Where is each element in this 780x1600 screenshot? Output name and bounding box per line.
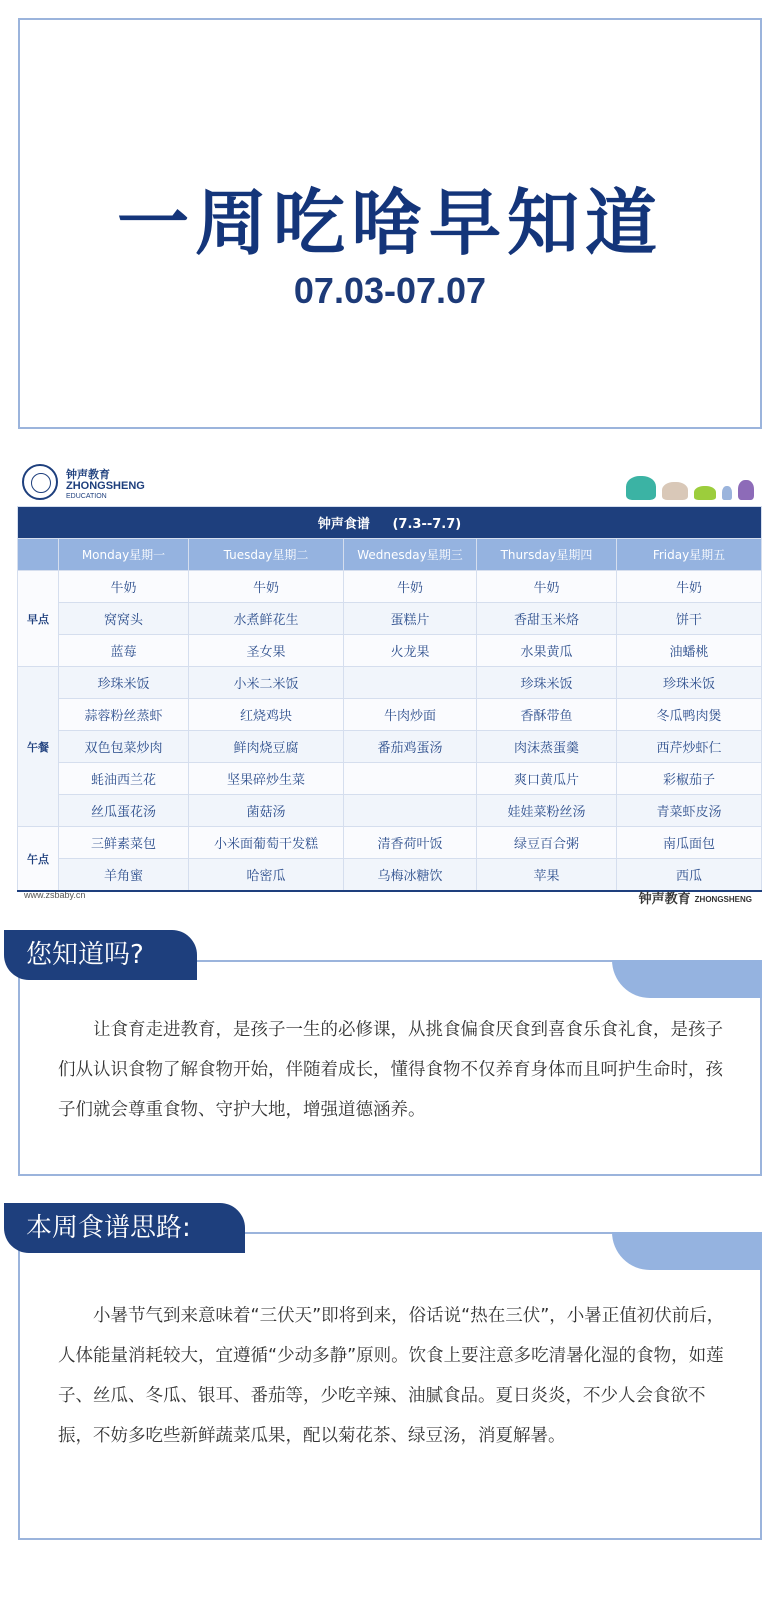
menu-cell [344, 667, 477, 699]
menu-cell: 水果黄瓜 [477, 635, 617, 667]
period-label: 午点 [18, 827, 59, 892]
menu-caption [18, 507, 762, 539]
menu-idea-title: 本周食谱思路: [4, 1203, 245, 1253]
menu-idea-section [18, 1232, 762, 1540]
menu-cell: 窝窝头 [59, 603, 189, 635]
menu-cell [344, 795, 477, 827]
elephant-icon [626, 476, 656, 500]
day-header: Monday星期一 [59, 539, 189, 571]
date-range: 07.03-07.07 [293, 270, 487, 311]
menu-cell: 绿豆百合粥 [477, 827, 617, 859]
brand-name-cn: 钟声教育 [66, 468, 110, 481]
menu-caption-title: 钟声食谱 [317, 517, 370, 532]
menu-cell: 肉沫蒸蛋羹 [477, 731, 617, 763]
menu-cell: 蚝油西兰花 [59, 763, 189, 795]
menu-table [17, 506, 762, 892]
menu-cell: 火龙果 [344, 635, 477, 667]
did-you-know-section [18, 960, 762, 1176]
menu-cell: 小米二米饭 [189, 667, 344, 699]
menu-cell: 丝瓜蛋花汤 [59, 795, 189, 827]
menu-cell: 青菜虾皮汤 [617, 795, 762, 827]
did-you-know-title: 您知道吗? [4, 930, 197, 980]
website-url: www.zsbaby.cn [24, 890, 86, 900]
menu-cell [344, 763, 477, 795]
menu-cell: 冬瓜鸭肉煲 [617, 699, 762, 731]
menu-cell: 西瓜 [617, 859, 762, 892]
menu-cell: 牛奶 [344, 571, 477, 603]
menu-cell: 番茄鸡蛋汤 [344, 731, 477, 763]
brand-logo [22, 464, 202, 502]
menu-cell: 圣女果 [189, 635, 344, 667]
menu-cell: 油蟠桃 [617, 635, 762, 667]
menu-cell: 羊角蜜 [59, 859, 189, 892]
menu-cell: 牛肉炒面 [344, 699, 477, 731]
menu-cell: 蛋糕片 [344, 603, 477, 635]
menu-cell: 香甜玉米烙 [477, 603, 617, 635]
day-header: Friday星期五 [617, 539, 762, 571]
menu-cell: 乌梅冰糖饮 [344, 859, 477, 892]
menu-cell: 三鲜素菜包 [59, 827, 189, 859]
menu-cell: 哈密瓜 [189, 859, 344, 892]
page-title: 一周吃啥早知道 [116, 181, 663, 265]
menu-cell: 爽口黄瓜片 [477, 763, 617, 795]
period-label: 午餐 [18, 667, 59, 827]
day-header: Thursday星期四 [477, 539, 617, 571]
menu-cell: 鲜肉烧豆腐 [189, 731, 344, 763]
menu-cell: 苹果 [477, 859, 617, 892]
menu-idea-text: 小暑节气到来意味着“三伏天”即将到来，俗话说“热在三伏”，小暑正值初伏前后，人体能量消耗较大，宜遵循“少动多静”原则。饮食上要注意多吃清暑化湿的食物，如莲子、丝瓜、冬瓜、银耳、番茄等，少吃辛辣、油腻食品。夏日炎炎，不少人会食欲不振，不妨多吃些新鲜蔬菜瓜果，配以菊花茶、绿豆汤，消夏解暑。 [58, 1306, 725, 1446]
menu-cell: 娃娃菜粉丝汤 [477, 795, 617, 827]
menu-cell: 香酥带鱼 [477, 699, 617, 731]
hero-card [18, 18, 762, 429]
animals-icon [626, 470, 756, 500]
did-you-know-text: 让食育走进教育，是孩子一生的必修课，从挑食偏食厌食到喜食乐食礼食，是孩子们从认识食物了解食物开始，伴随着成长，懂得食物不仅养育身体而且呵护生命时，孩子们就会尊重食物、守护大地，增强道德涵养。 [58, 1020, 723, 1120]
menu-cell: 珍珠米饭 [59, 667, 189, 699]
menu-cell: 牛奶 [617, 571, 762, 603]
menu-cell: 双色包菜炒肉 [59, 731, 189, 763]
menu-cell: 西芹炒虾仁 [617, 731, 762, 763]
menu-cell: 小米面葡萄干发糕 [189, 827, 344, 859]
menu-cell: 红烧鸡块 [189, 699, 344, 731]
period-label: 早点 [18, 571, 59, 667]
menu-cell: 珍珠米饭 [477, 667, 617, 699]
rabbit-icon [722, 486, 732, 500]
day-header: Tuesday星期二 [189, 539, 344, 571]
menu-cell: 珍珠米饭 [617, 667, 762, 699]
menu-cell: 蒜蓉粉丝蒸虾 [59, 699, 189, 731]
cat-icon [738, 480, 754, 500]
menu-caption-date: (7.3--7.7) [392, 517, 462, 532]
sheep-icon [662, 482, 688, 500]
menu-cell: 南瓜面包 [617, 827, 762, 859]
menu-cell: 牛奶 [477, 571, 617, 603]
menu-cell: 菌菇汤 [189, 795, 344, 827]
menu-cell: 牛奶 [59, 571, 189, 603]
corner-decoration [612, 1232, 762, 1270]
brand-education: EDUCATION [66, 493, 107, 500]
menu-cell: 水煮鲜花生 [189, 603, 344, 635]
menu-cell: 蓝莓 [59, 635, 189, 667]
corner-decoration [612, 960, 762, 998]
dog-icon [694, 486, 716, 500]
footer-brand-en: ZHONGSHENG [694, 895, 752, 904]
menu-cell: 牛奶 [189, 571, 344, 603]
footer-brand [639, 888, 752, 907]
footer-brand-cn: 钟声教育 [638, 892, 691, 907]
menu-cell: 清香荷叶饭 [344, 827, 477, 859]
corner-cell [18, 539, 59, 571]
brand-name-en: ZHONGSHENG [66, 480, 145, 492]
menu-cell: 饼干 [617, 603, 762, 635]
seal-icon [22, 464, 58, 500]
day-header: Wednesday星期三 [344, 539, 477, 571]
menu-card [14, 458, 766, 910]
menu-cell: 彩椒茄子 [617, 763, 762, 795]
menu-cell: 坚果碎炒生菜 [189, 763, 344, 795]
